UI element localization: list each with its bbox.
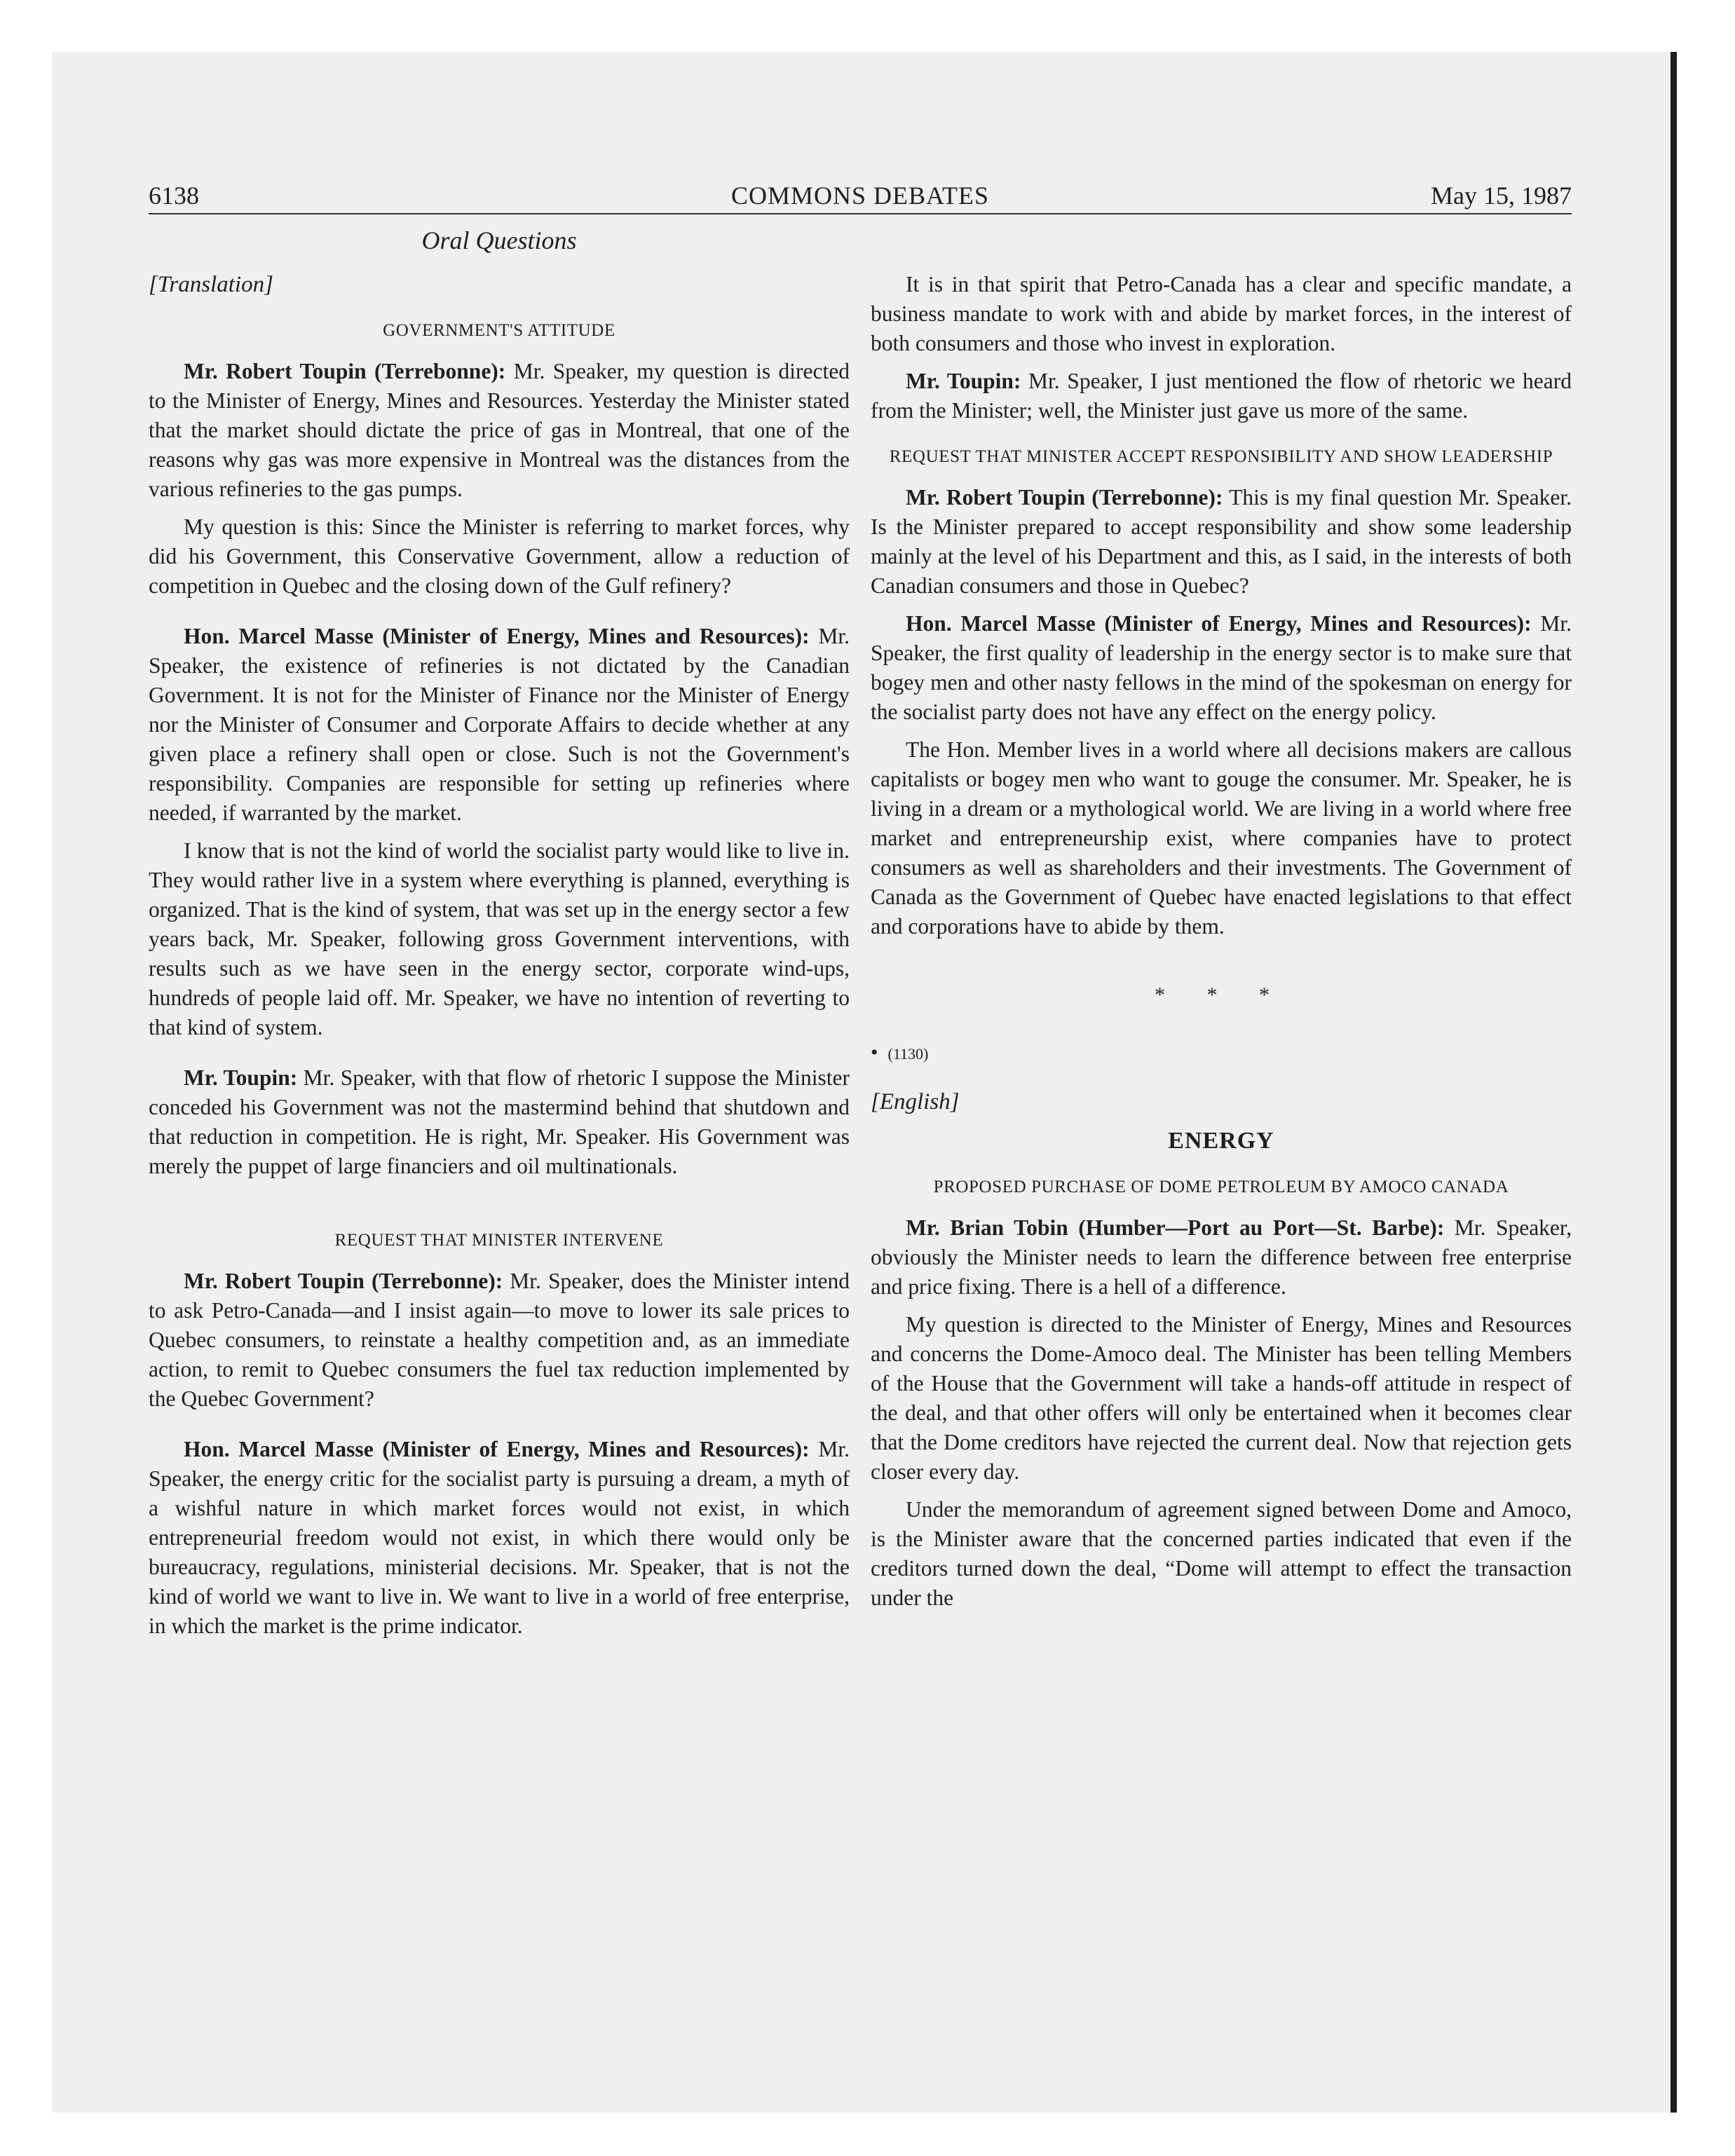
- time-marker-text: (1130): [887, 1045, 929, 1063]
- speech-text: It is in that spirit that Petro-Canada has a clear and specific mandate, a business mandate to work with and abide by market forces, in the interest of both consumers and those who invest in exploration.: [871, 272, 1572, 355]
- speech-text: Mr. Speaker, obviously the Minister needs to learn the difference between free enterprise and price fixing. There is a hell of a difference.: [871, 1215, 1572, 1299]
- paragraph: [871, 609, 1572, 727]
- speech-text: Mr. Speaker, I just mentioned the flow of rhetoric we heard from the Minister; well, the Minister just gave us more of the same.: [871, 369, 1572, 423]
- page-number: 6138: [149, 182, 199, 210]
- speech-text: I know that is not the kind of world the socialist party would like to live in. They would rather live in a system where everything is planned, everything is organized. That is the kind of system, that was set up in the energy sector a few years back, Mr. Speaker, following gross Government interventions, with results such as we have seen in the energy sector, corporate wind-ups, hundreds of people laid off. Mr. Speaker, we have no intention of reverting to that kind of system.: [149, 838, 850, 1039]
- speech-text: Mr. Speaker, my question is directed to the Minister of Energy, Mines and Resources. Yesterday the Minister stated that the market should dictate the price of gas in Montreal, that one of the reasons why gas was more expensive in Montreal was the distances from the various refineries to the gas pumps.: [149, 359, 850, 501]
- paragraph: [871, 1310, 1572, 1487]
- speaker-name: Mr. Robert Toupin (Terrebonne):: [906, 485, 1223, 510]
- paragraph: [149, 1435, 850, 1641]
- speaker-name: Mr. Robert Toupin (Terrebonne):: [184, 359, 506, 383]
- speaker-name: Mr. Toupin:: [184, 1065, 298, 1090]
- paragraph: [149, 1063, 850, 1181]
- bullet-icon: •: [871, 1041, 878, 1064]
- speech-text: This is my final question Mr. Speaker. Is the Minister prepared to accept responsibility and show some leadership mainly at the level of his Department and this, as I said, in the interests of both Canadian consumers and those in Quebec?: [871, 485, 1572, 598]
- section-heading: REQUEST THAT MINISTER INTERVENE: [334, 1231, 664, 1250]
- speech-text: The Hon. Member lives in a world where all decisions makers are callous capitalists or bogey men who want to gouge the consumer. Mr. Speaker, he is living in a dream or a mythological world. We are living in a world where free market and entrepreneurship exist, where companies have to protect consumers as well as shareholders and their investments. The Government of Canada as the Government of Quebec have enacted legislations to that effect and corporations have to abide by them.: [871, 737, 1572, 939]
- paragraph: [149, 357, 850, 504]
- speaker-name: Mr. Robert Toupin (Terrebonne):: [184, 1269, 503, 1293]
- paragraph: [149, 622, 850, 828]
- publication-date: May 15, 1987: [1431, 182, 1572, 210]
- section-heading: PROPOSED PURCHASE OF DOME PETROLEUM BY AMOCO CANADA: [933, 1178, 1509, 1196]
- section-break: * * *: [1155, 983, 1288, 1007]
- speech-text: My question is this: Since the Minister is referring to market forces, why did his Government, this Conservative Government, allow a reduction of competition in Quebec and the closing down of the Gulf refinery?: [149, 514, 850, 598]
- running-head: Oral Questions: [421, 226, 577, 254]
- speech-text: Mr. Speaker, the first quality of leadership in the energy sector is to make sure that bogey men and other nasty fellows in the mind of the spokesman on energy for the socialist party does not have any effect on the energy policy.: [871, 611, 1572, 724]
- language-tag: [Translation]: [149, 272, 273, 297]
- page-edge-rule: [1671, 52, 1677, 2113]
- paragraph: [149, 836, 850, 1042]
- subject-heading: ENERGY: [1168, 1128, 1274, 1154]
- speech-text: Under the memorandum of agreement signed between Dome and Amoco, is the Minister aware that the concerned parties indicated that even if the creditors turned down the deal, “Dome will attempt to effect the transaction under the: [871, 1497, 1572, 1610]
- speech-text: Mr. Speaker, does the Minister intend to ask Petro-Canada—and I insist again—to move to lower its sale prices to Quebec consumers, to reinstate a healthy competition and, as an immediate action, to remit to Quebec consumers the fuel tax reduction implemented by the Quebec Government?: [149, 1269, 850, 1411]
- publication-title: COMMONS DEBATES: [730, 182, 990, 210]
- section-heading: REQUEST THAT MINISTER ACCEPT RESPONSIBILITY AND SHOW LEADERSHIP: [889, 447, 1553, 466]
- left-column: [149, 270, 850, 1649]
- speech-text: Mr. Speaker, with that flow of rhetoric I suppose the Minister conceded his Government was not the mastermind behind that shutdown and that reduction in competition. He is right, Mr. Speaker. His Government was merely the puppet of large financiers and oil multinationals.: [149, 1065, 850, 1178]
- paragraph: [871, 1213, 1572, 1302]
- section-heading: GOVERNMENT'S ATTITUDE: [383, 321, 615, 340]
- paragraph: [871, 1495, 1572, 1613]
- right-column: [871, 270, 1572, 1621]
- speaker-name: Mr. Brian Tobin (Humber—Port au Port—St. Barbe):: [906, 1215, 1445, 1240]
- paragraph: [871, 270, 1572, 358]
- speech-text: My question is directed to the Minister of Energy, Mines and Resources and concerns the Dome-Amoco deal. The Minister has been telling Members of the House that the Government will take a hands-off attitude in respect of the deal, and that other offers will only be entertained when it becomes clear that the Dome creditors have rejected the current deal. Now that rejection gets closer every day.: [871, 1312, 1572, 1484]
- speaker-name: Hon. Marcel Masse (Minister of Energy, Mines and Resources):: [184, 1437, 810, 1461]
- paragraph: [871, 367, 1572, 425]
- speech-text: Mr. Speaker, the energy critic for the socialist party is pursuing a dream, a myth of a wishful nature in which market forces would not exist, in which entrepreneurial freedom would not exist, in which there would only be bureaucracy, regulations, ministerial decisions. Mr. Speaker, that is not the kind of world we want to live in. We want to live in a world of free enterprise, in which the market is the prime indicator.: [149, 1437, 850, 1638]
- speaker-name: Mr. Toupin:: [906, 369, 1021, 393]
- language-tag: [English]: [871, 1089, 960, 1114]
- paragraph: [149, 512, 850, 601]
- speaker-name: Hon. Marcel Masse (Minister of Energy, Mines and Resources):: [906, 611, 1532, 636]
- paragraph: [871, 483, 1572, 601]
- paragraph: [871, 735, 1572, 941]
- page-header: [149, 178, 1572, 214]
- paragraph: [149, 1267, 850, 1414]
- speaker-name: Hon. Marcel Masse (Minister of Energy, Mines and Resources):: [184, 624, 810, 648]
- time-marker: [871, 1038, 1572, 1069]
- speech-text: Mr. Speaker, the existence of refineries is not dictated by the Canadian Government. It is not for the Minister of Finance nor the Minister of Energy nor the Minister of Consumer and Corporate Affairs to decide whether at any given place a refinery shall open or close. Such is not the Government's responsibility. Companies are responsible for setting up refineries where needed, if warranted by the market.: [149, 624, 850, 825]
